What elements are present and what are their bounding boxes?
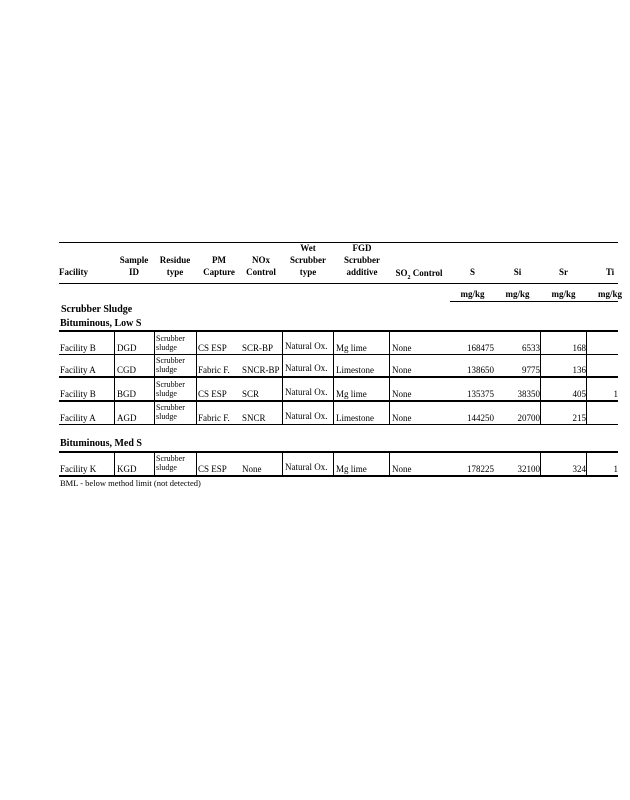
cell-si: 38350 [517,389,540,399]
cell-si: 32100 [517,464,540,474]
cell-fgd: Mg lime [336,464,367,474]
cell-facility: Facility K [60,464,97,474]
column-divider [586,453,587,475]
header-wet-scrubber-type: Wet Scrubber type [290,243,326,277]
cell-so2: None [392,365,412,375]
cell-wet: Natural Ox. [285,341,328,351]
column-divider [282,332,283,424]
cell-so2: None [392,343,412,353]
header-pm-capture: PM Capture [203,255,235,277]
cell-sample: AGD [117,413,137,423]
column-divider [333,332,334,424]
column-divider [389,453,390,475]
cell-fgd: Limestone [336,413,374,423]
cell-pm: CS ESP [198,343,227,353]
column-divider [389,332,390,424]
cell-so2: None [392,464,412,474]
row-bottom-rule [59,424,618,425]
header-sr: Sr [559,267,568,277]
row-top-rule [59,376,618,378]
header-residue-type: Residue type [159,255,191,277]
column-divider [333,453,334,475]
cell-residue: Scrubber sludge [156,356,185,374]
section-title: Bituminous, Low S [60,318,142,329]
column-divider [114,453,115,475]
cell-sample: KGD [117,464,137,474]
cell-ti: 1 [613,389,618,399]
column-divider [196,332,197,424]
cell-s: 138650 [467,365,494,375]
cell-fgd: Mg lime [336,343,367,353]
cell-fgd: Limestone [336,365,374,375]
cell-sr: 136 [572,365,586,375]
cell-sample: CGD [117,365,137,375]
cell-facility: Facility A [60,413,96,423]
header-facility: Facility [59,267,88,277]
cell-pm: CS ESP [198,389,227,399]
cell-sr: 405 [572,389,586,399]
cell-nox: SNCR [242,413,266,423]
header-s: S [469,267,475,277]
header-fgd-scrubber-additive: FGD Scrubber additive [344,243,380,277]
header-so2-control: $SO_2$ Control [395,268,443,281]
cell-nox: SCR-BP [242,343,274,353]
cell-pm: CS ESP [198,464,227,474]
cell-residue: Scrubber sludge [156,403,185,421]
cell-facility: Facility B [60,343,96,353]
cell-nox: SNCR-BP [242,365,280,375]
cell-sr: 215 [572,413,586,423]
cell-s: 168475 [467,343,494,353]
header-bottom-rule [59,283,618,284]
cell-s: 144250 [467,413,494,423]
cell-nox: SCR [242,389,260,399]
cell-si: 9775 [522,365,540,375]
cell-residue: Scrubber sludge [156,380,185,398]
unit-si: mg/kg [505,289,530,299]
cell-wet: Natural Ox. [285,387,328,397]
cell-wet: Natural Ox. [285,363,328,373]
unit-ti: mg/kg [597,289,622,299]
cell-wet: Natural Ox. [285,411,328,421]
header-nox-control: NOx Control [246,255,276,277]
cell-s: 135375 [467,389,494,399]
column-divider [540,453,541,475]
cell-sr: 168 [572,343,586,353]
header-sample-id: Sample ID [119,255,149,277]
header-si: Si [513,267,522,277]
cell-si: 20700 [517,413,540,423]
cell-facility: Facility B [60,389,96,399]
footnote: BML - below method limit (not detected) [60,478,201,488]
column-divider [586,332,587,424]
row-top-rule [59,400,618,402]
column-divider [540,332,541,424]
cell-ti: 1 [613,464,618,474]
cell-sample: BGD [117,389,137,399]
row-top-rule [59,354,618,355]
header-ti: Ti [605,267,615,277]
cell-residue: Scrubber sludge [156,334,185,352]
row-top-rule [59,330,618,332]
cell-pm: Fabric F. [198,413,230,423]
column-divider [282,453,283,475]
cell-wet: Natural Ox. [285,462,328,472]
category-title: Scrubber Sludge [61,304,133,315]
unit-sr: mg/kg [551,289,576,299]
cell-facility: Facility A [60,365,96,375]
cell-si: 6533 [522,343,540,353]
column-divider [196,453,197,475]
row-bottom-rule [59,475,618,477]
cell-nox: None [242,464,262,474]
cell-sample: DGD [117,343,137,353]
unit-underline [450,301,618,302]
column-divider [114,332,115,424]
cell-sr: 324 [572,464,586,474]
cell-pm: Fabric F. [198,365,230,375]
cell-fgd: Mg lime [336,389,367,399]
cell-s: 178225 [467,464,494,474]
unit-s: mg/kg [460,289,485,299]
cell-so2: None [392,389,412,399]
column-divider [154,453,155,475]
row-top-rule [59,451,618,453]
column-divider [154,332,155,424]
section-title: Bituminous, Med S [60,438,142,449]
cell-so2: None [392,413,412,423]
cell-residue: Scrubber sludge [156,454,185,472]
